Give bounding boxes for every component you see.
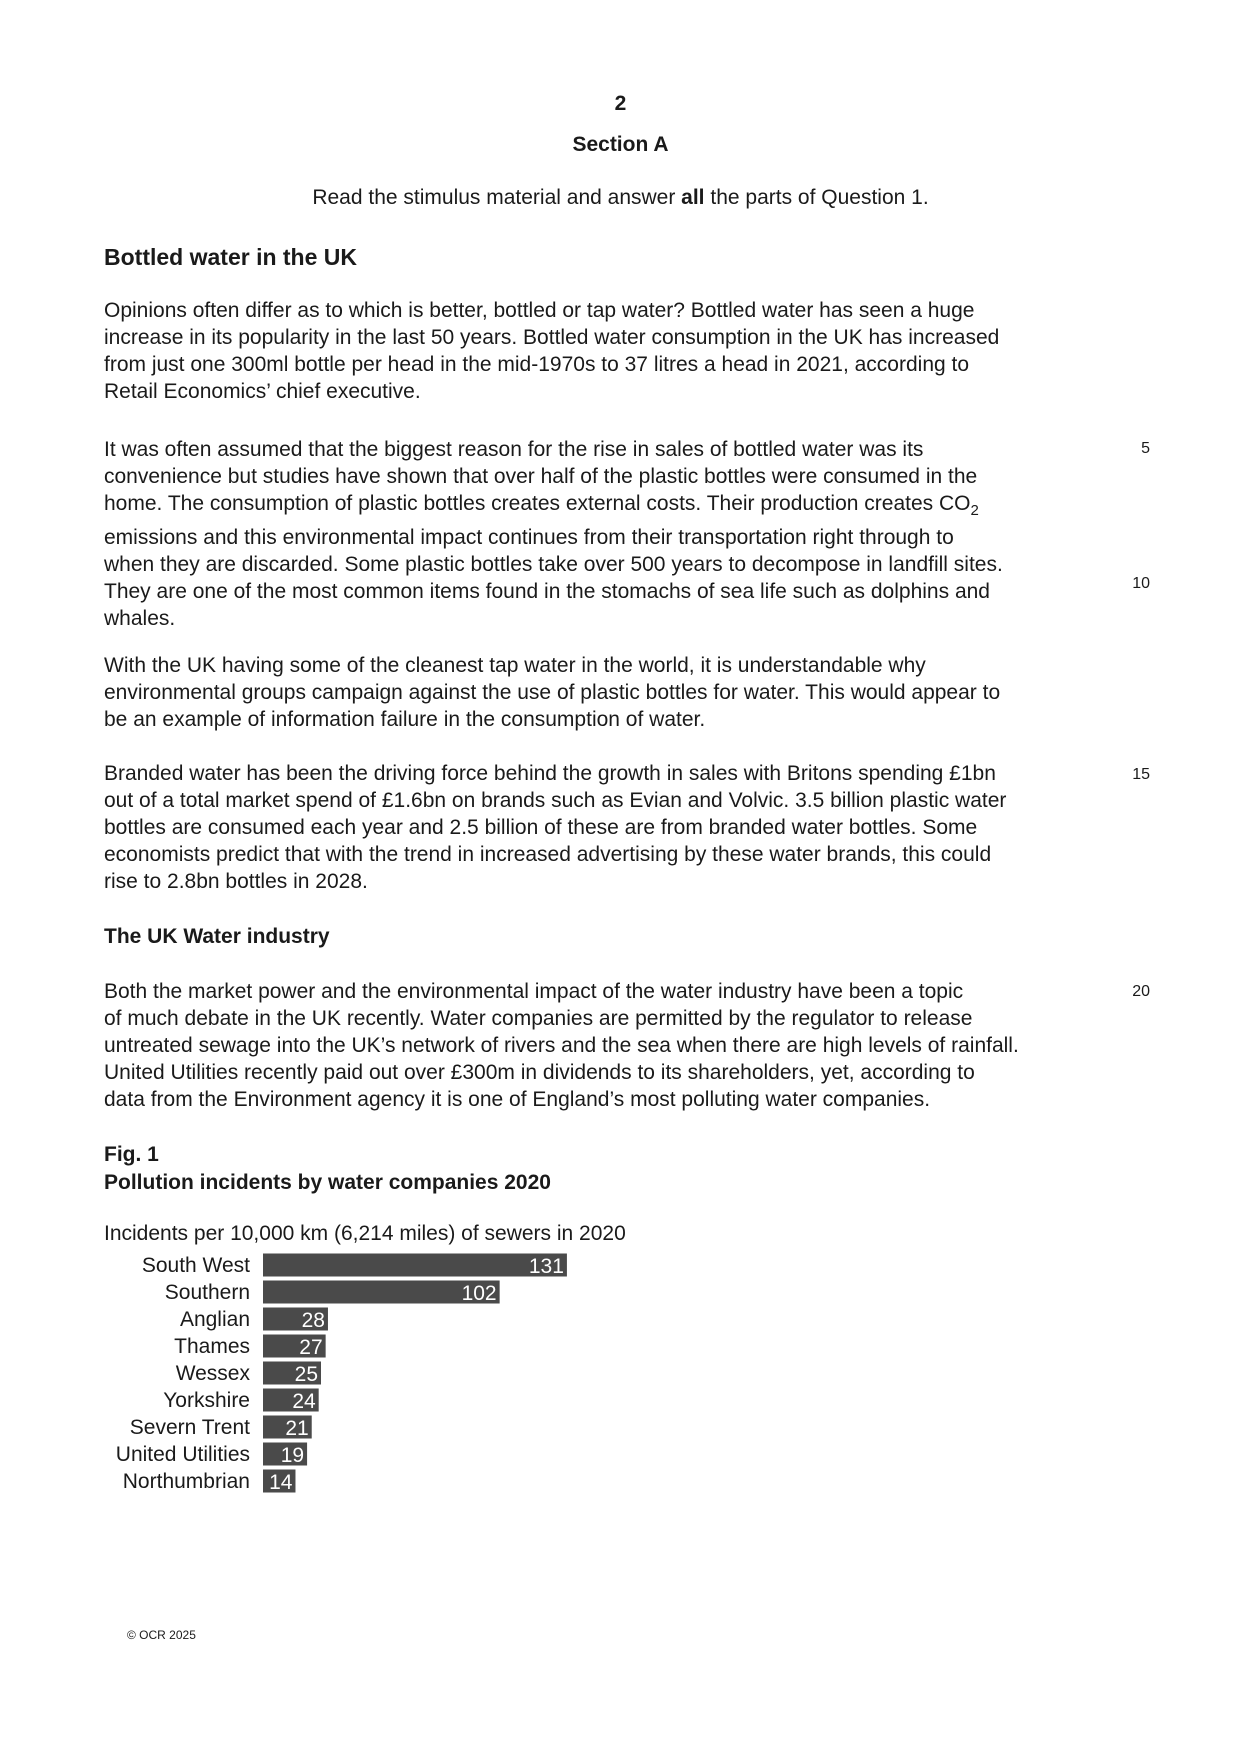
paragraph-5-line: of much debate in the UK recently. Water companies are permitted by the regulator to release xyxy=(104,1007,973,1030)
line-number: 20 xyxy=(1132,983,1150,1000)
paragraph-1-line: increase in its popularity in the last 50 years. Bottled water consumption in the UK has increased xyxy=(104,326,1000,349)
paragraph-4-line: economists predict that with the trend in increased advertising by these water brands, this could xyxy=(104,843,992,866)
instruction-text-start: Read the stimulus material and answer xyxy=(312,186,682,209)
value-label: 19 xyxy=(280,1444,305,1467)
paragraph-2-line: emissions and this environmental impact continues from their transportation right through to xyxy=(104,526,954,550)
category-label: Northumbrian xyxy=(122,1470,250,1493)
value-label: 102 xyxy=(461,1282,497,1305)
paragraph-5-line: Both the market power and the environmental impact of the water industry have been a topic xyxy=(104,980,964,1003)
paragraph-1-line: Opinions often differ as to which is better, bottled or tap water? Bottled water has seen a huge xyxy=(104,299,975,322)
paragraph-3-line: environmental groups campaign against the use of plastic bottles for water. This would appear to xyxy=(104,681,1001,704)
co2-line-text: home. The consumption of plastic bottles creates external costs. Their production creates CO xyxy=(104,492,971,515)
value-label: 25 xyxy=(294,1363,318,1386)
category-label: South West xyxy=(141,1254,250,1277)
category-label: United Utilities xyxy=(115,1443,250,1466)
value-label: 27 xyxy=(299,1336,323,1359)
paragraph-3-line: be an example of information failure in the consumption of water. xyxy=(104,708,706,731)
paragraph-5-line: untreated sewage into the UK’s network of rivers and the sea when there are high levels of rainfall. xyxy=(104,1034,1019,1057)
paragraph-2-line: when they are discarded. Some plastic bottles take over 500 years to decompose in landfill sites. xyxy=(104,553,1003,577)
category-label: Anglian xyxy=(179,1308,250,1331)
category-label: Severn Trent xyxy=(129,1416,250,1439)
paragraph-3-line: With the UK having some of the cleanest tap water in the world, it is understandable why xyxy=(104,654,926,677)
paragraph-4-line: Branded water has been the driving force behind the growth in sales with Britons spending £1bn xyxy=(104,762,996,785)
line-number: 5 xyxy=(1141,440,1150,457)
figure-label: Fig. 1 xyxy=(104,1143,159,1166)
category-label: Wessex xyxy=(175,1362,250,1385)
line-number: 10 xyxy=(1132,575,1150,592)
instruction-text-end: the parts of Question 1. xyxy=(704,186,929,209)
paragraph-4-line: out of a total market spend of £1.6bn on brands such as Evian and Volvic. 3.5 billion plastic water xyxy=(104,789,1007,812)
line-number: 15 xyxy=(1132,766,1150,783)
paragraph-4-line: rise to 2.8bn bottles in 2028. xyxy=(104,870,368,893)
bar xyxy=(263,1254,567,1277)
paragraph-1-line: Retail Economics’ chief executive. xyxy=(104,380,421,403)
instruction-text-bold: all xyxy=(681,186,705,209)
axis-title: Incidents per 10,000 km (6,214 miles) of sewers in 2020 xyxy=(104,1222,626,1245)
value-label: 28 xyxy=(301,1309,325,1332)
paragraph-4-line: bottles are consumed each year and 2.5 billion of these are from branded water bottles. Some xyxy=(104,816,978,839)
paragraph-1-line: from just one 300ml bottle per head in the mid-1970s to 37 litres a head in 2021, according to xyxy=(104,353,970,376)
category-label: Thames xyxy=(174,1335,250,1358)
copyright-footer: © OCR 2025 xyxy=(127,1628,196,1642)
paragraph-5-line: data from the Environment agency it is one of England’s most polluting water companies. xyxy=(104,1088,931,1111)
category-label: Yorkshire xyxy=(163,1389,250,1412)
value-label: 14 xyxy=(269,1471,293,1494)
paragraph-2-line: They are one of the most common items found in the stomachs of sea life such as dolphins and xyxy=(104,580,990,604)
chart-layer xyxy=(116,1254,567,1495)
section-heading: Section A xyxy=(572,133,669,156)
subheading: The UK Water industry xyxy=(104,925,330,948)
co2-subscript: 2 xyxy=(970,502,979,520)
category-label: Southern xyxy=(164,1281,250,1304)
paragraph-5-line: United Utilities recently paid out over £300m in dividends to its shareholders, yet, according to xyxy=(104,1061,975,1084)
value-label: 21 xyxy=(285,1417,309,1440)
paragraph-2-line: convenience but studies have shown that over half of the plastic bottles were consumed in the xyxy=(104,465,978,488)
value-label: 131 xyxy=(528,1255,564,1278)
paragraph-2-line: It was often assumed that the biggest reason for the rise in sales of bottled water was its xyxy=(104,438,924,461)
page-number: 2 xyxy=(614,92,627,115)
paragraph-2-line: whales. xyxy=(104,607,176,631)
figure-title: Pollution incidents by water companies 2020 xyxy=(104,1171,551,1194)
article-title: Bottled water in the UK xyxy=(104,244,358,270)
value-label: 24 xyxy=(292,1390,316,1413)
